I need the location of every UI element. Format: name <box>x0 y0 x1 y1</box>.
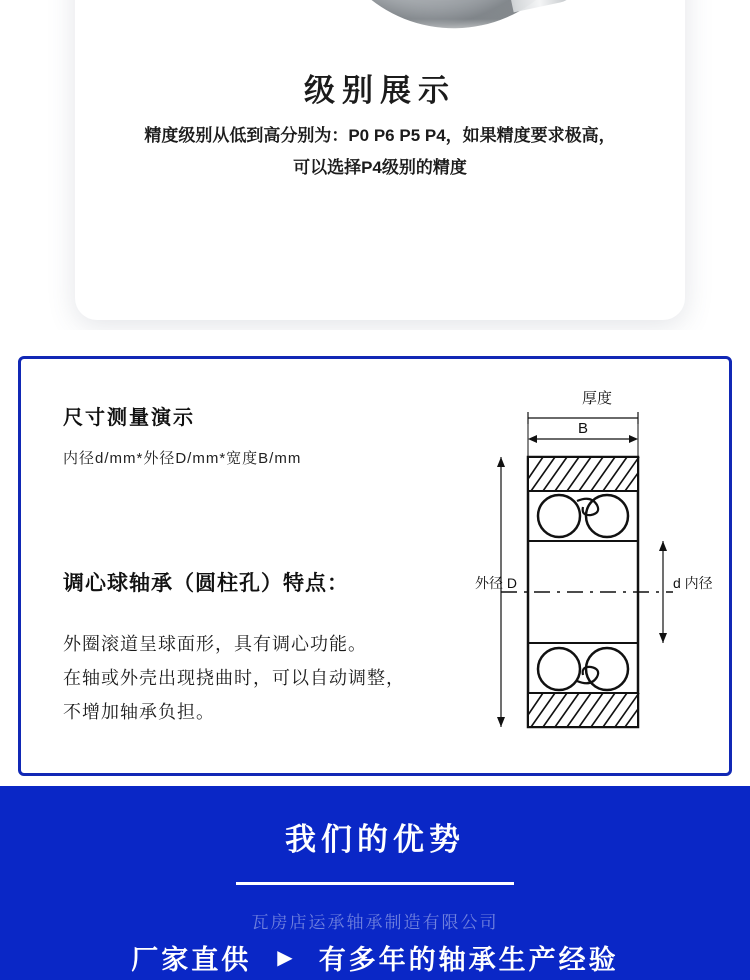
advantages-title: 我们的优势 <box>285 822 465 857</box>
label-inner-diameter: d 内径 <box>673 575 713 591</box>
feature-line-2: 在轴或外壳出现挠曲时，可以自动调整， <box>63 668 405 688</box>
dimension-subtitle: 内径d/mm*外径D/mm*宽度B/mm <box>63 450 302 467</box>
dimension-section <box>18 356 732 776</box>
width-arrow-right <box>629 435 638 443</box>
feature-title: 调心球轴承（圆柱孔）特点： <box>63 572 349 595</box>
grade-card <box>75 0 685 320</box>
advantage-item-2: 有多年的轴承生产经验 <box>318 945 619 975</box>
label-outer-diameter: 外径 D <box>475 575 517 591</box>
grade-description-line-1: 精度级别从低到高分别为：P0 P6 P5 P4，如果精度要求极高， <box>144 126 616 145</box>
feature-body <box>63 627 405 729</box>
label-thickness: 厚度 <box>581 390 613 407</box>
play-arrow-icon: ▶ <box>277 946 293 969</box>
advantage-item-1: 厂家直供 <box>131 945 252 975</box>
inner-diameter-arrow-bottom <box>659 633 667 643</box>
diagram-svg <box>473 381 721 761</box>
outer-diameter-arrow-bottom <box>497 717 505 727</box>
grade-title: 级别展示 <box>304 73 456 108</box>
width-arrow-left <box>528 435 537 443</box>
bearing-product-photo <box>75 0 685 45</box>
company-watermark: 瓦房店运承轴承制造有限公司 <box>251 913 499 932</box>
grade-display-section <box>0 0 750 330</box>
grade-description-line-2: 可以选择P4级别的精度 <box>293 158 467 177</box>
advantages-items <box>0 938 750 977</box>
ball-top-left <box>538 495 580 537</box>
ball-bottom-left <box>538 648 580 690</box>
bearing-cross-section-diagram <box>473 381 721 761</box>
grade-description <box>115 120 645 184</box>
outer-diameter-arrow-top <box>497 457 505 467</box>
advantages-section <box>0 786 750 980</box>
feature-line-1: 外圈滚道呈球面形，具有调心功能。 <box>63 634 367 654</box>
inner-diameter-arrow-top <box>659 541 667 551</box>
photo-fade-overlay <box>75 19 685 45</box>
label-width-symbol: B <box>577 420 589 437</box>
dimension-title: 尺寸测量演示 <box>63 407 195 429</box>
advantages-divider <box>236 882 514 885</box>
ball-bottom-right <box>586 648 628 690</box>
feature-line-3: 不增加轴承负担。 <box>63 702 215 722</box>
